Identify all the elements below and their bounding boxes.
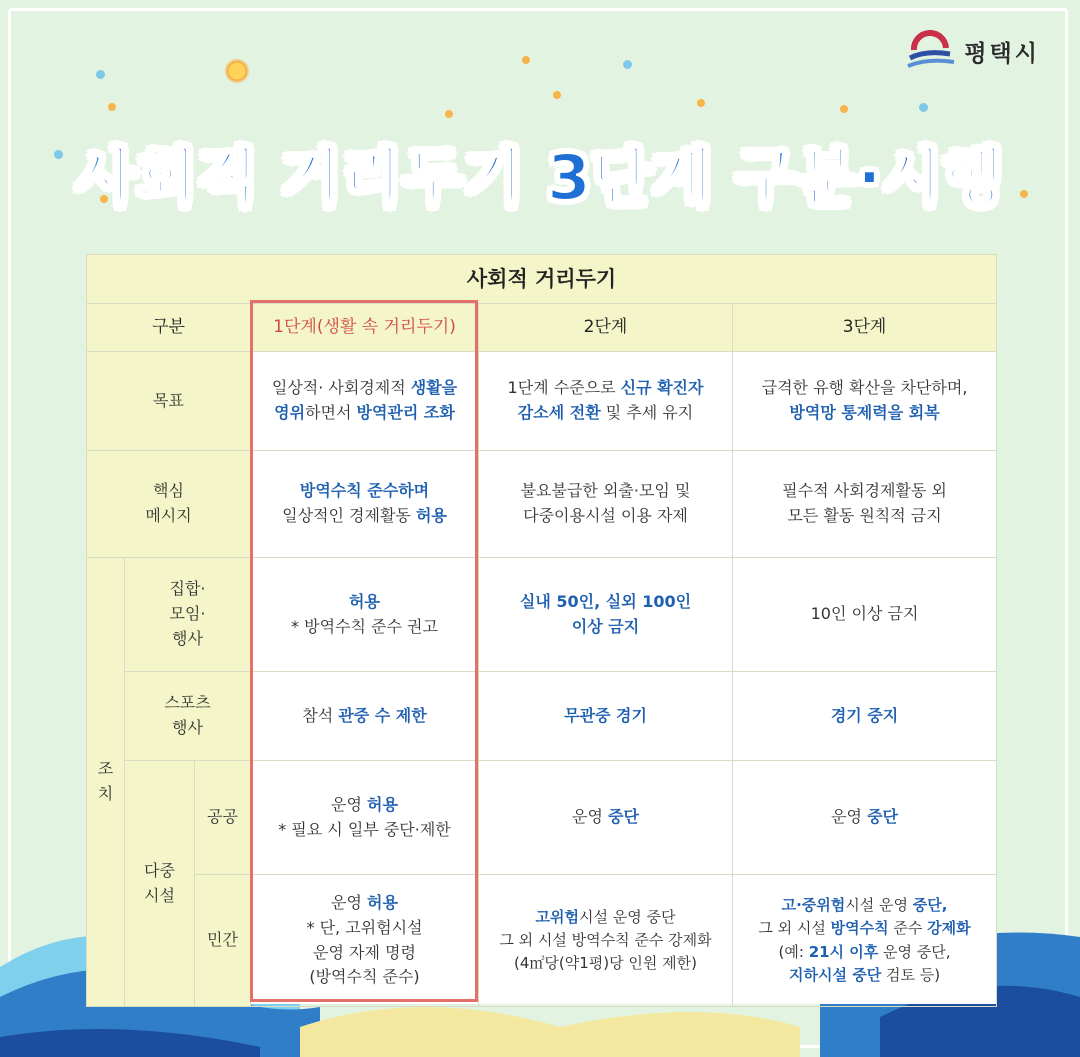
goal-stage2: 1단계 수준으로 신규 확진자 감소세 전환 및 추세 유지	[479, 352, 733, 451]
snowflake-icon	[919, 103, 928, 112]
row-label-facilities: 다중 시설	[125, 761, 195, 1007]
gathering-stage2: 실내 50인, 실외 100인 이상 금지	[479, 558, 733, 672]
header-stage2: 2단계	[479, 304, 733, 352]
row-label-goal: 목표	[87, 352, 251, 451]
row-label-measures: 조 치	[87, 558, 125, 1007]
confetti-dot	[840, 105, 848, 113]
header-stage1: 1단계(생활 속 거리두기)	[251, 304, 479, 352]
private-stage1: 운영 허용 * 단, 고위험시설 운영 자제 명령 (방역수칙 준수)	[251, 875, 479, 1007]
public-stage2: 운영 중단	[479, 761, 733, 875]
confetti-dot	[445, 110, 453, 118]
public-stage3: 운영 중단	[733, 761, 997, 875]
message-stage1: 방역수칙 준수하며 일상적인 경제활동 허용	[251, 451, 479, 558]
message-stage2: 불요불급한 외출·모임 및 다중이용시설 이용 자제	[479, 451, 733, 558]
row-label-private: 민간	[195, 875, 251, 1007]
sports-stage1: 참석 관중 수 제한	[251, 672, 479, 761]
goal-stage1: 일상적· 사회경제적 생활을 영위하면서 방역관리 조화	[251, 352, 479, 451]
row-label-gathering: 집합· 모임· 행사	[125, 558, 251, 672]
distancing-table	[86, 254, 996, 1004]
row-label-sports: 스포츠 행사	[125, 672, 251, 761]
snowflake-icon	[623, 60, 632, 69]
sun-icon	[224, 58, 250, 84]
city-logo	[906, 30, 1040, 72]
page-title: 사회적 거리두기 3단계 구분·시행	[75, 141, 1005, 214]
goal-stage3: 급격한 유행 확산을 차단하며, 방역망 통제력을 회복	[733, 352, 997, 451]
public-stage1: 운영 허용 * 필요 시 일부 중단·제한	[251, 761, 479, 875]
pyeongtaek-logo-icon	[906, 30, 958, 72]
logo-text: 평택시	[964, 40, 1040, 67]
sports-stage3: 경기 중지	[733, 672, 997, 761]
row-label-public: 공공	[195, 761, 251, 875]
row-label-message: 핵심 메시지	[87, 451, 251, 558]
table-caption: 사회적 거리두기	[87, 255, 997, 304]
sports-stage2: 무관중 경기	[479, 672, 733, 761]
message-stage3: 필수적 사회경제활동 외 모든 활동 원칙적 금지	[733, 451, 997, 558]
confetti-dot	[553, 91, 561, 99]
private-stage3: 고·중위험시설 운영 중단, 그 외 시설 방역수칙 준수 강제화 (예: 21시 이후 운영 중단, 지하시설 중단 검토 등)	[733, 875, 997, 1007]
gathering-stage3: 10인 이상 금지	[733, 558, 997, 672]
confetti-dot	[108, 103, 116, 111]
header-stage3: 3단계	[733, 304, 997, 352]
confetti-dot	[697, 99, 705, 107]
header-category: 구분	[87, 304, 251, 352]
confetti-dot	[522, 56, 530, 64]
snowflake-icon	[96, 70, 105, 79]
private-stage2: 고위험시설 운영 중단 그 외 시설 방역수칙 준수 강제화 (4㎡당(약1평)당 인원 제한)	[479, 875, 733, 1007]
gathering-stage1: 허용 * 방역수칙 준수 권고	[251, 558, 479, 672]
